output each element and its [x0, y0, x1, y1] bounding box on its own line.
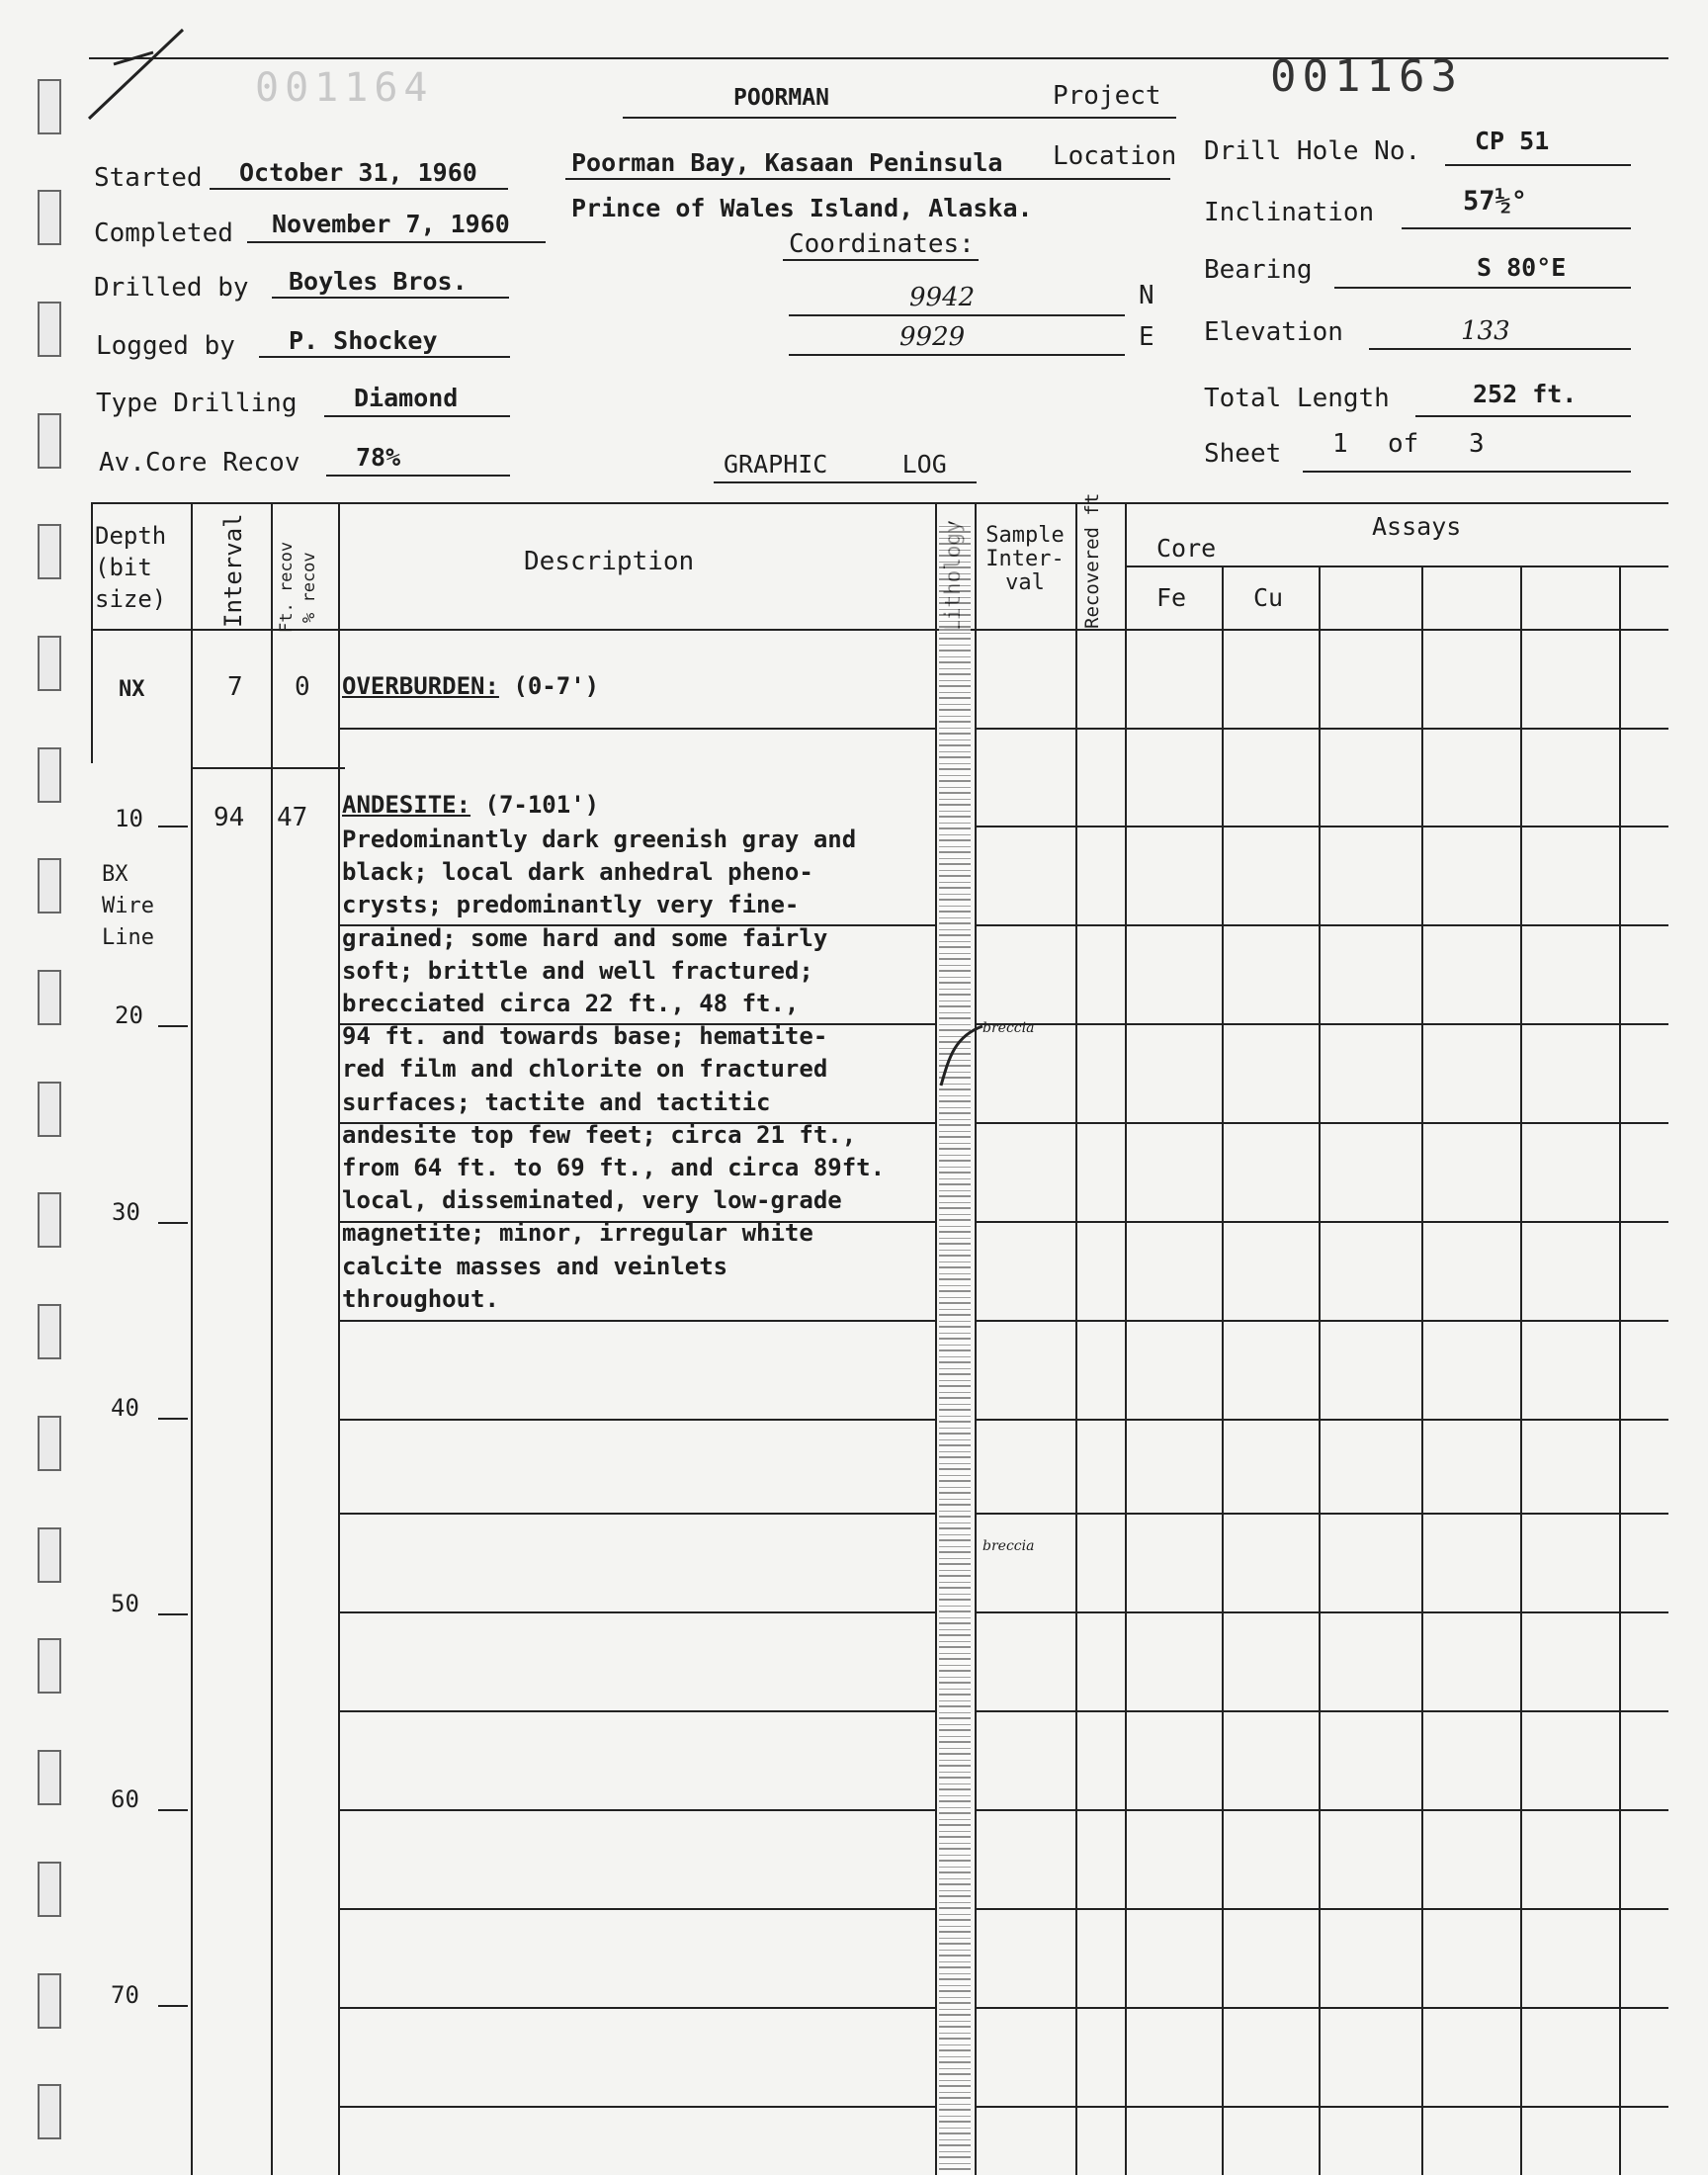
row-line [975, 1908, 1668, 1910]
row-line [338, 1908, 937, 1910]
depth-mark: 10 [115, 805, 143, 832]
binder-hole [38, 1416, 61, 1471]
col-divider-depth [191, 502, 193, 2175]
row-line [338, 2106, 937, 2108]
binder-hole [38, 858, 61, 914]
binder-hole [38, 1638, 61, 1694]
started-underline [210, 188, 508, 190]
fe-column-header: Fe [1156, 583, 1187, 612]
description-line: surfaces; tactite and tactitic [342, 1088, 771, 1116]
drilled-by-value: Boyles Bros. [289, 267, 468, 296]
north-underline [789, 314, 1125, 316]
col-divider-interval [271, 502, 273, 2175]
elevation-value: 133 [1461, 316, 1510, 346]
total-length-underline [1415, 415, 1631, 417]
type-drilling-label: Type Drilling [96, 389, 298, 418]
row-line [338, 2007, 937, 2009]
col-divider-lithology [975, 502, 977, 2175]
binder-hole [38, 636, 61, 691]
andesite-heading [342, 791, 599, 819]
depth-header-line: Depth [95, 522, 167, 550]
description-line: soft; brittle and well fractured; [342, 956, 813, 985]
row-line [338, 1611, 937, 1613]
location-line2: Prince of Wales Island, Alaska. [571, 194, 1033, 222]
inclination-underline [1402, 227, 1631, 229]
lithology-core-graphic [939, 524, 971, 2175]
assays-header: Assays [1372, 512, 1462, 541]
interval-column-header: Interval [219, 513, 247, 628]
table-top-border [91, 502, 1668, 504]
type-drilling-underline [324, 415, 510, 417]
row-line [975, 728, 1668, 730]
recovered-column-header: Recovered ft [1081, 492, 1103, 629]
sheet-label: Sheet [1204, 439, 1282, 469]
completed-underline [247, 241, 546, 243]
description-line: from 64 ft. to 69 ft., and circa 89ft. [342, 1154, 886, 1182]
logged-by-value: P. Shockey [289, 326, 438, 355]
depth-tick [158, 1809, 188, 1811]
bit-size-wire: Wire [102, 894, 154, 918]
sample-header-line: Sample [985, 523, 1065, 548]
depth-mark: 70 [111, 1981, 139, 2009]
row-line [338, 1320, 937, 1322]
started-value: October 31, 1960 [239, 158, 477, 187]
table-header-bottom [91, 629, 1668, 631]
type-drilling-value: Diamond [354, 384, 459, 412]
table-left-border [91, 502, 93, 763]
location-underline [565, 178, 1170, 180]
logged-by-label: Logged by [96, 331, 235, 361]
completed-value: November 7, 1960 [272, 210, 510, 238]
coordinates-underline [783, 259, 979, 261]
binder-hole [38, 1082, 61, 1137]
description-line: black; local dark anhedral pheno- [342, 858, 813, 887]
row-line [338, 1710, 937, 1712]
row-line [338, 1513, 937, 1515]
binder-hole [38, 524, 61, 579]
description-line: red film and chlorite on fractured [342, 1055, 828, 1084]
depth-header-line: size) [95, 585, 167, 613]
depth-tick [158, 1025, 188, 1027]
binder-hole [38, 1973, 61, 2029]
assay-header-divider [1125, 566, 1668, 567]
drilled-by-label: Drilled by [94, 273, 249, 303]
binder-hole [38, 747, 61, 803]
cu-column-header: Cu [1253, 583, 1284, 612]
overburden-heading [342, 672, 599, 700]
project-underline [623, 117, 1176, 119]
row-line [975, 1221, 1668, 1223]
depth-mark: 20 [115, 1001, 143, 1029]
unit-range: (0-7') [513, 672, 600, 700]
row-line [975, 1023, 1668, 1025]
drill-hole-underline [1445, 164, 1631, 166]
col-divider-description [935, 502, 937, 2175]
binder-hole [38, 1750, 61, 1805]
east-label: E [1139, 322, 1154, 352]
sample-header-line: Inter- [985, 547, 1065, 571]
inclination-value: 57½° [1463, 186, 1528, 217]
description-line: magnetite; minor, irregular white [342, 1219, 813, 1248]
description-line: brecciated circa 22 ft., 48 ft., [342, 990, 800, 1018]
coordinate-north-value: 9942 [909, 283, 976, 312]
sheet-underline [1303, 471, 1631, 473]
col-divider-sample [1075, 502, 1077, 2175]
andesite-recovery: 47 [277, 803, 308, 832]
logged-by-underline [259, 356, 510, 358]
depth-mark: 50 [111, 1590, 139, 1617]
overburden-interval: 7 [227, 672, 243, 702]
coordinates-label: Coordinates: [789, 229, 975, 259]
row-line [975, 1122, 1668, 1124]
binder-hole [38, 302, 61, 357]
drilled-by-underline [272, 297, 509, 299]
binder-hole [38, 79, 61, 134]
row-line [975, 1419, 1668, 1421]
elevation-underline [1369, 348, 1631, 350]
row-line [975, 1513, 1668, 1515]
bit-size-nx: NX [119, 677, 145, 702]
breccia-note: breccia [982, 1020, 1035, 1036]
unit-name: ANDESITE: [342, 791, 471, 819]
description-line: 94 ft. and towards base; hematite- [342, 1022, 828, 1051]
document-number: 001163 [1270, 51, 1463, 102]
location-line1: Poorman Bay, Kasaan Peninsula [571, 148, 1003, 177]
binder-hole [38, 413, 61, 469]
total-length-value: 252 ft. [1473, 380, 1578, 408]
row-line [338, 1419, 937, 1421]
col-divider-cu [1319, 566, 1321, 2175]
sheet-number: 1 [1332, 429, 1348, 459]
depth-tick [158, 1613, 188, 1615]
started-label: Started [94, 163, 203, 193]
sheet-of-label: of [1388, 429, 1419, 459]
description-column-header: Description [524, 547, 695, 576]
project-name: POORMAN [733, 85, 829, 111]
row-line [975, 924, 1668, 926]
binder-hole [38, 970, 61, 1025]
col-divider-assay5 [1619, 566, 1621, 2175]
binder-hole [38, 1862, 61, 1917]
depth-tick [158, 2005, 188, 2007]
inclination-label: Inclination [1204, 198, 1375, 227]
total-length-label: Total Length [1204, 384, 1390, 413]
graphic-log-title: GRAPHIC LOG [724, 450, 947, 478]
depth-column-header [95, 520, 166, 615]
elevation-label: Elevation [1204, 317, 1343, 347]
core-recovery-value: 78% [356, 443, 401, 472]
east-underline [789, 354, 1125, 356]
description-line: grained; some hard and some fairly [342, 923, 828, 952]
col-divider-recov [338, 502, 340, 2175]
row-line [975, 1320, 1668, 1322]
bearing-label: Bearing [1204, 255, 1313, 285]
row-line [975, 2007, 1668, 2009]
sheet-total: 3 [1469, 429, 1485, 459]
binder-hole [38, 1304, 61, 1359]
core-recovery-underline [326, 475, 510, 477]
recovery-column-header: Ft. recov [277, 541, 297, 633]
location-label: Location [1053, 141, 1177, 171]
description-line: andesite top few feet; circa 21 ft., [342, 1120, 857, 1149]
core-recovery-label: Av.Core Recov [99, 448, 300, 478]
drill-hole-value: CP 51 [1475, 127, 1550, 155]
unit-name: OVERBURDEN: [342, 672, 499, 700]
core-header: Core [1156, 534, 1217, 563]
row-line [975, 1611, 1668, 1613]
andesite-interval: 94 [214, 803, 245, 832]
north-label: N [1139, 281, 1154, 310]
andesite-description [342, 824, 945, 1316]
depth-mark: 40 [111, 1394, 139, 1422]
bearing-value: S 80°E [1477, 253, 1567, 282]
description-line: calcite masses and veinlets [342, 1252, 728, 1280]
binder-hole [38, 190, 61, 245]
depth-tick [158, 826, 188, 827]
description-line: throughout. [342, 1284, 499, 1313]
percent-recovery-header: % recov [299, 552, 319, 623]
col-divider-fe [1222, 566, 1224, 2175]
overburden-recovery: 0 [295, 672, 310, 702]
faded-document-number: 001164 [255, 65, 434, 111]
row-line [338, 728, 937, 730]
project-label: Project [1053, 81, 1161, 111]
description-line: crysts; predominantly very fine- [342, 891, 800, 919]
row-line [975, 826, 1668, 827]
graphic-log-underline [714, 481, 977, 483]
col-divider-assay3 [1421, 566, 1423, 2175]
row-line [975, 2106, 1668, 2108]
row-line [975, 1809, 1668, 1811]
overburden-base-line [191, 767, 345, 769]
depth-mark: 30 [112, 1198, 140, 1226]
coordinate-east-value: 9929 [899, 322, 966, 352]
breccia-note: breccia [982, 1538, 1035, 1554]
unit-range: (7-101') [484, 791, 600, 819]
sample-interval-header [979, 524, 1071, 595]
binder-hole [38, 2084, 61, 2139]
description-line: Predominantly dark greenish gray and [342, 826, 857, 853]
sample-header-line: val [1005, 570, 1045, 595]
depth-tick [158, 1418, 188, 1420]
corner-check-mark [84, 25, 193, 133]
col-divider-assay4 [1520, 566, 1522, 2175]
bit-size-line: Line [102, 925, 154, 950]
binder-hole [38, 1192, 61, 1248]
row-line [975, 1710, 1668, 1712]
row-line [338, 1809, 937, 1811]
completed-label: Completed [94, 218, 233, 248]
col-divider-recovered [1125, 502, 1127, 2175]
bit-size-bx: BX [102, 862, 128, 887]
depth-mark: 60 [111, 1785, 139, 1813]
depth-tick [158, 1222, 188, 1224]
binder-hole [38, 1527, 61, 1583]
description-line: local, disseminated, very low-grade [342, 1186, 842, 1215]
drill-hole-label: Drill Hole No. [1204, 136, 1421, 166]
depth-header-line: (bit [95, 554, 152, 581]
bearing-underline [1334, 287, 1631, 289]
